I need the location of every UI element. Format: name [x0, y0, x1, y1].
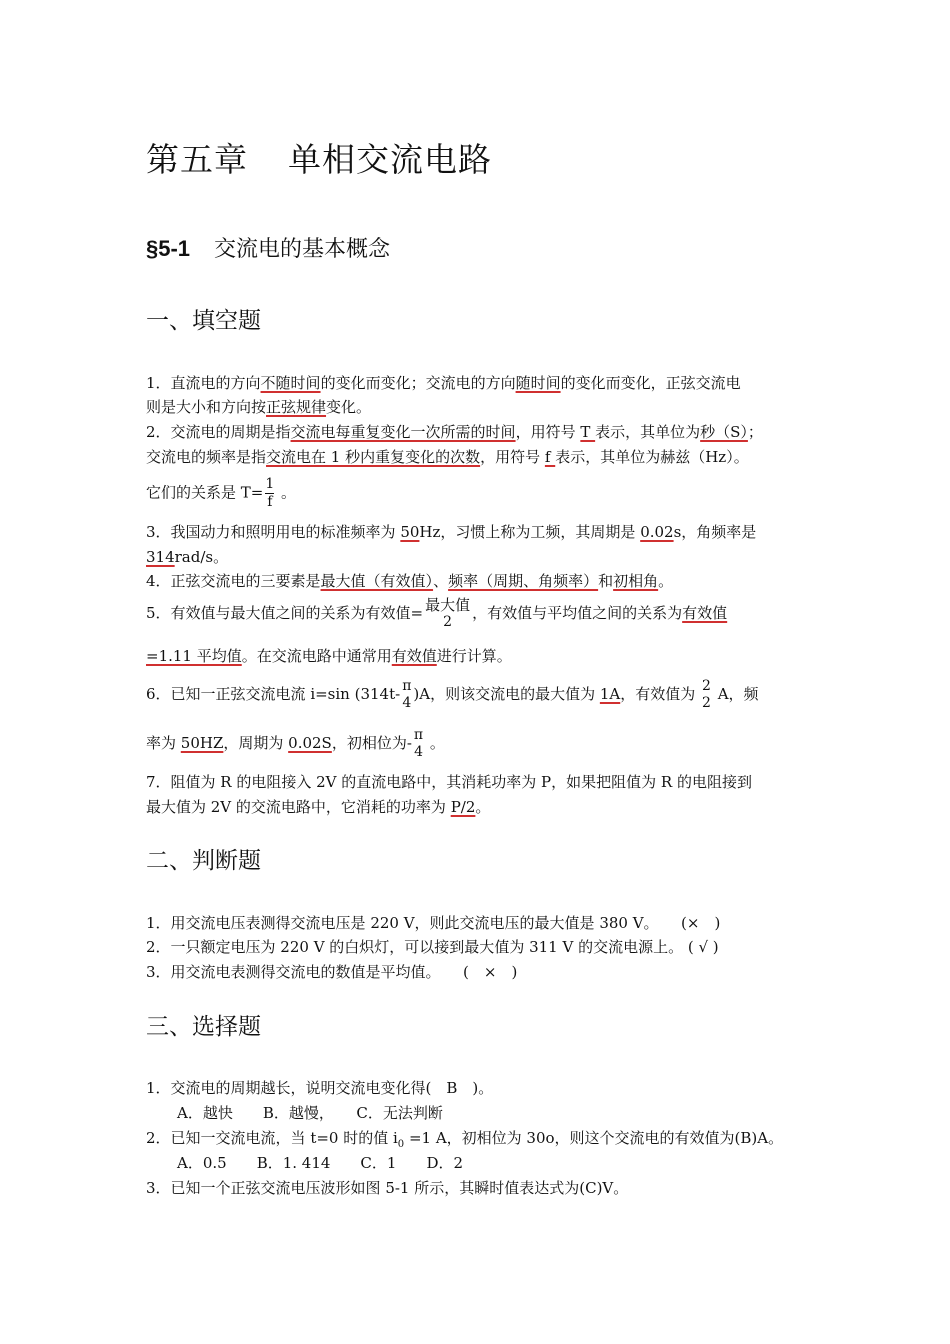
fill-q6-line1: 6．已知一正弦交流电流 i=sin (314t- π 4 )A，则该交流电的最大值为 1A，有效值为 2 2 A，频 — [146, 678, 759, 711]
chapter-title — [146, 134, 492, 181]
fill-q1-line1: 1．直流电的方向不随时间的变化而变化；交流电的方向随时间的变化而变化，正弦交流电 — [146, 374, 741, 392]
fill-q2-line1: 2．交流电的周期是指交流电每重复变化一次所需的时间，用符号 T 表示，其单位为秒（S）； — [146, 423, 763, 441]
fill-q5-line2: =1.11 平均值。在交流电路中通常用有效值进行计算。 — [146, 647, 512, 665]
choice-q2-options: A．0.5 B．1. 414 C．1 D．2 — [177, 1154, 464, 1172]
heading-fill-in: 一、填空题 — [146, 308, 261, 334]
heading-multiple-choice: 三、选择题 — [146, 1014, 261, 1040]
choice-q1: 1．交流电的周期越长，说明交流电变化得( B )。 — [146, 1079, 494, 1097]
fill-q2-line3: 它们的关系是 T= $\frac{1}{f}$ 。 — [146, 476, 297, 510]
chapter-number: 第五章 — [146, 140, 248, 179]
judge-q2: 2．一只额定电压为 220 V 的白炽灯，可以接到最大值为 311 V 的交流电源上。 ( √ ) — [146, 938, 719, 956]
fill-q7-line1: 7．阻值为 R 的电阻接入 2V 的直流电路中，其消耗功率为 P，如果把阻值为 R 的电阻接到 — [146, 773, 752, 791]
fill-q3-line2: 314rad/s。 — [146, 548, 229, 566]
choice-q1-options: A．越快 B．越慢， C．无法判断 — [177, 1104, 443, 1122]
fill-q1-line2: 则是大小和方向按正弦规律变化。 — [146, 398, 372, 416]
fraction-max-over-root2: 最大值 2 — [425, 596, 471, 630]
heading-true-false: 二、判断题 — [146, 848, 261, 874]
fraction-1-over-f: $\frac{1}{f}$ — [265, 476, 275, 510]
choice-q3: 3．已知一个正弦交流电压波形如图 5-1 所示，其瞬时值表达式为(C)V。 — [146, 1179, 629, 1197]
fraction-root2-over-2: 2 2 — [702, 678, 711, 711]
section-name: 交流电的基本概念 — [214, 237, 391, 262]
judge-q1: 1．用交流电压表测得交流电压是 220 V，则此交流电压的最大值是 380 V。 (× ) — [146, 914, 721, 932]
fill-q6-line2: 率为 50HZ，周期为 0.02S，初相位为- π 4 。 — [146, 727, 445, 760]
section-title — [146, 232, 390, 263]
fill-q3-line1: 3．我国动力和照明用电的标准频率为 50Hz，习惯上称为工频，其周期是 0.02s，角频率是 — [146, 523, 757, 541]
judge-q3: 3．用交流电表测得交流电的数值是平均值。 ( × ) — [146, 963, 518, 981]
fill-q4: 4．正弦交流电的三要素是最大值（有效值）、频率（周期、角频率）和初相角。 — [146, 572, 674, 590]
chapter-name: 单相交流电路 — [288, 140, 492, 179]
fraction-pi-over-4: π 4 — [402, 678, 412, 711]
fraction-pi-over-4-phase: π 4 — [413, 727, 424, 760]
fill-q7-line2: 最大值为 2V 的交流电路中，它消耗的功率为 P/2。 — [146, 798, 491, 816]
fill-q5-line1: 5．有效值与最大值之间的关系为有效值= 最大值 2 ，有效值与平均值之间的关系为有效值 — [146, 596, 728, 630]
fill-q2-line2: 交流电的频率是指交流电在 1 秒内重复变化的次数，用符号 f 表示，其单位为赫兹（Hz）。 — [146, 448, 749, 466]
choice-q2: 2．已知一交流电流，当 t=0 时的值 $i_0 =1$ A，初相位为 30o，则这个交流电的有效值为(B)A。 — [146, 1129, 784, 1150]
section-number: §5-1 — [146, 236, 191, 261]
